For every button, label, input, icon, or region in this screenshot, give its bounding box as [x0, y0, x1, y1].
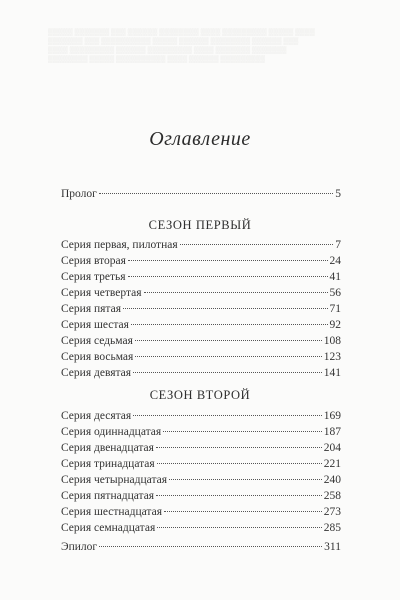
toc-entry[interactable]: [61, 238, 341, 252]
toc-entry-label: Серия двенадцатая: [61, 442, 154, 454]
dot-leader: [123, 307, 328, 309]
dot-leader: [128, 275, 328, 277]
toc-entry-label: Серия седьмая: [61, 335, 133, 347]
toc-entry-label: Серия девятая: [61, 367, 132, 379]
toc-entry-page: 5: [335, 188, 341, 200]
toc-entry-label: Эпилог: [61, 541, 98, 553]
toc-entry-label: Серия семнадцатая: [61, 522, 156, 534]
season-one-heading: СЕЗОН ПЕРВЫЙ: [148, 218, 252, 232]
dot-leader: [164, 510, 322, 512]
toc-entry-page: 108: [323, 335, 341, 347]
toc-entry-page: 56: [329, 287, 341, 299]
toc-entry[interactable]: [61, 521, 341, 535]
toc-entry-label: Серия десятая: [61, 410, 132, 422]
contents-title: Оглавление: [149, 128, 251, 150]
toc-entry[interactable]: [61, 425, 341, 439]
toc-entry-page: 169: [323, 410, 341, 422]
toc-entry[interactable]: [61, 254, 341, 268]
toc-entry-page: 71: [329, 303, 341, 315]
toc-entry-page: 311: [324, 541, 341, 553]
toc-entry-page: 141: [323, 367, 341, 379]
toc-entry[interactable]: [61, 366, 341, 380]
toc-entry-label: Серия пятая: [61, 303, 121, 315]
toc-entry[interactable]: [61, 489, 341, 503]
toc-entry-page: 187: [323, 426, 341, 438]
toc-entry-label: Серия тринадцатая: [61, 458, 155, 470]
toc-entry-page: 285: [323, 522, 341, 534]
dot-leader: [163, 430, 322, 432]
dot-leader: [156, 446, 322, 448]
toc-entry-page: 41: [329, 271, 341, 283]
show-through-text: ▒▒▒▒▒ ▒▒▒▒▒▒▒ ▒▒▒ ▒▒▒▒▒▒ ▒▒▒▒▒▒▒▒ ▒▒▒▒ ▒▒▒▒▒▒▒▒▒ ▒▒▒▒▒ ▒▒▒▒ ▒▒▒▒▒▒▒ ▒▒▒ ▒▒▒▒▒▒▒▒▒▒ ▒▒▒▒▒ ▒▒▒▒▒▒ ▒▒▒▒▒▒▒▒ ▒▒▒▒▒▒ ▒▒▒ ▒▒▒▒ ▒▒▒▒▒▒▒▒▒ ▒▒▒▒▒▒ ▒▒▒▒▒▒▒▒▒ ▒▒▒▒ ▒▒▒▒▒▒▒ ▒▒▒▒▒▒▒ ▒▒▒▒▒▒▒▒ ▒▒▒▒▒ ▒▒▒▒▒▒▒▒▒▒ ▒▒▒▒ ▒▒▒▒▒▒ ▒▒▒▒▒▒▒▒▒: [48, 28, 315, 63]
dot-leader: [157, 526, 322, 528]
toc-entry-page: 123: [323, 351, 341, 363]
dot-leader: [135, 339, 322, 341]
toc-entry-prologue[interactable]: [61, 187, 341, 201]
toc-entry-label: Серия одиннадцатая: [61, 426, 162, 438]
dot-leader: [128, 259, 328, 261]
dot-leader: [156, 494, 322, 496]
toc-entry-label: Серия первая, пилотная: [61, 239, 178, 251]
toc-entry-label: Серия третья: [61, 271, 126, 283]
dot-leader: [157, 462, 322, 464]
toc-entry-epilogue[interactable]: [61, 540, 341, 554]
toc-entry-label: Серия восьмая: [61, 351, 134, 363]
toc-entry[interactable]: [61, 270, 341, 284]
dot-leader: [133, 414, 322, 416]
dot-leader: [180, 243, 334, 245]
dot-leader: [169, 478, 322, 480]
toc-entry[interactable]: [61, 302, 341, 316]
toc-entry-label: Серия шестая: [61, 319, 129, 331]
toc-entry[interactable]: [61, 318, 341, 332]
toc-entry[interactable]: [61, 286, 341, 300]
toc-entry-page: 92: [329, 319, 341, 331]
toc-entry-page: 221: [323, 458, 341, 470]
toc-entry-label: Пролог: [61, 188, 97, 200]
toc-entry-page: 7: [335, 239, 341, 251]
toc-entry-label: Серия четвертая: [61, 287, 142, 299]
toc-entry-page: 240: [323, 474, 341, 486]
toc-entry-page: 258: [323, 490, 341, 502]
toc-entry-page: 204: [323, 442, 341, 454]
toc-entry[interactable]: [61, 350, 341, 364]
dot-leader: [99, 192, 333, 194]
toc-entry-page: 24: [329, 255, 341, 267]
toc-entry-label: Серия вторая: [61, 255, 126, 267]
toc-entry[interactable]: [61, 457, 341, 471]
toc-entry[interactable]: [61, 505, 341, 519]
dot-leader: [99, 545, 322, 547]
toc-entry[interactable]: [61, 441, 341, 455]
toc-entry-label: Серия пятнадцатая: [61, 490, 155, 502]
dot-leader: [144, 291, 328, 293]
toc-entry[interactable]: [61, 473, 341, 487]
toc-entry[interactable]: [61, 334, 341, 348]
dot-leader: [131, 323, 328, 325]
toc-entry-label: Серия четырнадцатая: [61, 474, 168, 486]
toc-entry-label: Серия шестнадцатая: [61, 506, 162, 518]
toc-entry[interactable]: [61, 409, 341, 423]
dot-leader: [133, 371, 322, 373]
toc-entry-page: 273: [323, 506, 341, 518]
dot-leader: [135, 355, 321, 357]
season-two-heading: СЕЗОН ВТОРОЙ: [149, 388, 251, 402]
